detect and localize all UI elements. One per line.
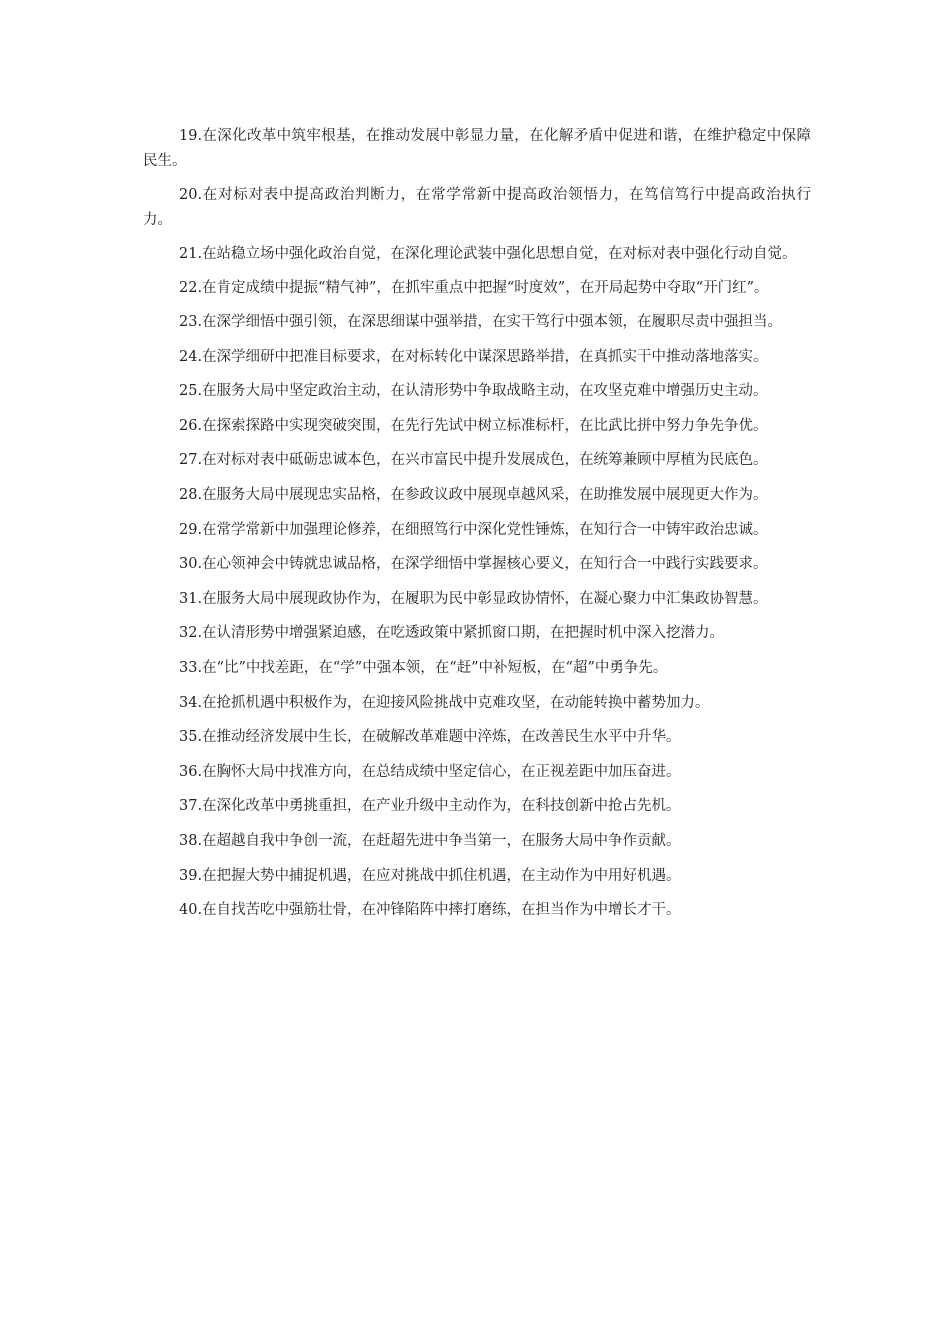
list-item: 26.在探索探路中实现突破突围，在先行先试中树立标准标杆，在比武比拼中努力争先争优。 [179,417,768,434]
list-item: 20.在对标对表中提高政治判断力，在常学常新中提高政治领悟力，在笃信笃行中提高政治执行力。 [143,187,811,228]
list-item: 28.在服务大局中展现忠实品格，在参政议政中展现卓越风采，在助推发展中展现更大作为。 [179,486,768,503]
list-item: 36.在胸怀大局中找准方向，在总结成绩中坚定信心，在正视差距中加压奋进。 [179,763,681,780]
list-item: 25.在服务大局中坚定政治主动，在认清形势中争取战略主动，在攻坚克难中增强历史主动。 [179,383,768,400]
list-item: 31.在服务大局中展现政协作为，在履职为民中彰显政协情怀，在凝心聚力中汇集政协智慧。 [179,590,768,607]
list-item: 22.在肯定成绩中提振“精气神”，在抓牢重点中把握“时度效”，在开局起势中夺取“开门红”。 [179,280,769,296]
list-item: 32.在认清形势中增强紧迫感，在吃透政策中紧抓窗口期，在把握时机中深入挖潜力。 [179,625,725,642]
list-item: 21.在站稳立场中强化政治自觉，在深化理论武装中强化思想自觉，在对标对表中强化行动自觉。 [179,246,797,262]
list-item: 29.在常学常新中加强理论修养，在细照笃行中深化党性锤炼，在知行合一中铸牢政治忠诚。 [179,521,768,538]
list-item: 27.在对标对表中砥砺忠诚本色，在兴市富民中提升发展成色，在统筹兼顾中厚植为民底色。 [179,452,768,469]
list-item: 23.在深学细悟中强引领，在深思细谋中强举措，在实干笃行中强本领，在履职尽责中强担当。 [179,314,783,330]
list-item: 40.在自找苦吃中强筋壮骨，在冲锋陷阵中摔打磨练，在担当作为中增长才干。 [179,902,681,919]
list-item: 37.在深化改革中勇挑重担，在产业升级中主动作为，在科技创新中抢占先机。 [179,798,681,815]
list-item: 38.在超越自我中争创一流，在赶超先进中争当第一，在服务大局中争作贡献。 [179,832,681,849]
list-item: 30.在心领神会中铸就忠诚品格，在深学细悟中掌握核心要义，在知行合一中践行实践要求。 [179,556,768,573]
document-body [143,124,811,933]
list-item: 34.在抢抓机遇中积极作为，在迎接风险挑战中克难攻坚，在动能转换中蓄势加力。 [179,694,710,711]
list-item: 24.在深学细研中把准目标要求，在对标转化中谋深思路举措，在真抓实干中推动落地落实。 [179,348,768,365]
list-item: 19.在深化改革中筑牢根基，在推动发展中彰显力量，在化解矛盾中促进和谐，在维护稳定中保障民生。 [143,128,811,169]
list-item: 35.在推动经济发展中生长，在破解改革难题中淬炼，在改善民生水平中升华。 [179,729,681,746]
list-item: 39.在把握大势中捕捉机遇，在应对挑战中抓住机遇，在主动作为中用好机遇。 [179,867,681,884]
list-item: 33.在“比”中找差距，在“学”中强本领，在“赶”中补短板，在“超”中勇争先。 [179,659,668,676]
